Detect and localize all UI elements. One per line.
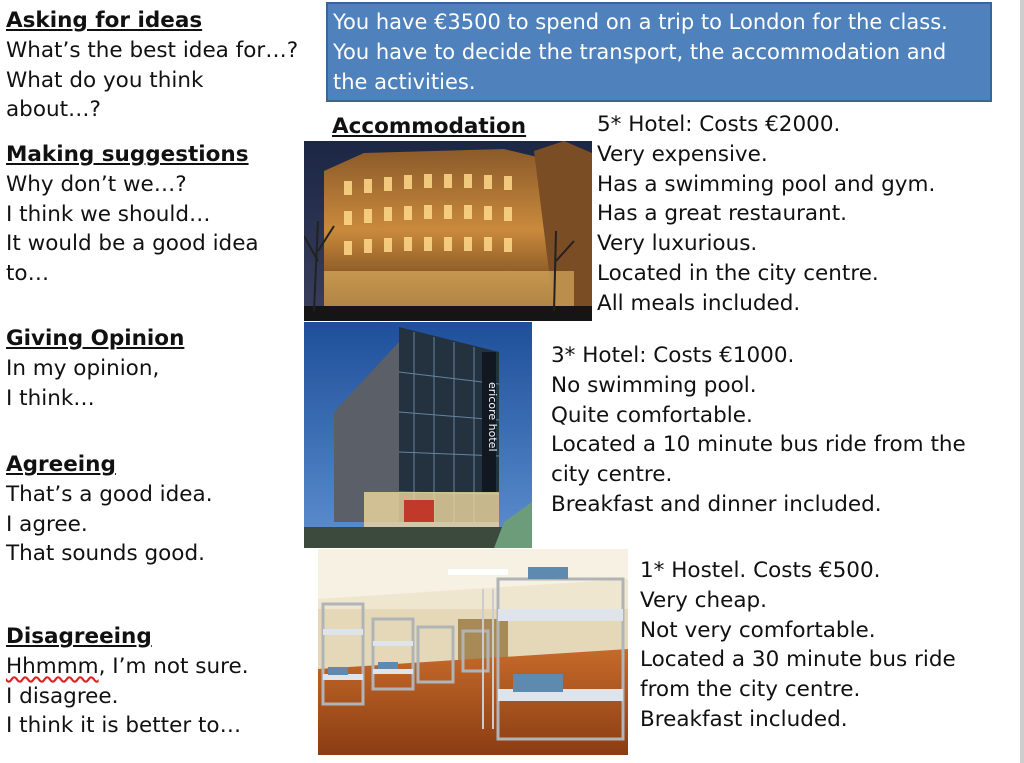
phrase-line xyxy=(6,652,336,682)
phrase-line: What’s the best idea for…? xyxy=(6,37,299,63)
task-box xyxy=(326,2,992,102)
description-line: city centre. xyxy=(551,462,673,488)
description-line: Has a swimming pool and gym. xyxy=(597,171,936,197)
description-line: No swimming pool. xyxy=(551,372,757,398)
phrase-line: That’s a good idea. xyxy=(6,481,213,507)
description-line: Very luxurious. xyxy=(597,231,758,257)
description-line: Has a great restaurant. xyxy=(597,201,848,227)
five-star-hotel-description xyxy=(597,110,935,319)
phrase-text: , I’m not sure. xyxy=(98,653,249,679)
description-line: Located in the city centre. xyxy=(597,260,879,286)
five-star-hotel-photo xyxy=(304,141,592,321)
disagreeing-heading: Disagreeing xyxy=(6,624,152,649)
phrase-line: I disagree. xyxy=(6,683,119,709)
slide-edge xyxy=(1020,0,1024,763)
phrase-line: I agree. xyxy=(6,511,88,537)
description-line: from the city centre. xyxy=(640,677,861,703)
hostel-photo xyxy=(318,549,628,755)
agreeing-heading: Agreeing xyxy=(6,452,116,477)
description-line: Very expensive. xyxy=(597,141,768,167)
phrase-line: What do you think xyxy=(6,67,204,93)
description-line: Not very comfortable. xyxy=(640,617,876,643)
task-line: You have to decide the transport, the accommodation and xyxy=(333,40,947,64)
accommodation-heading: Accommodation xyxy=(332,114,527,139)
three-star-hotel-description xyxy=(551,341,966,520)
opinion-heading: Giving Opinion xyxy=(6,326,185,351)
description-line: Breakfast included. xyxy=(640,706,848,732)
phrase-line: I think… xyxy=(6,385,95,411)
description-line: Located a 30 minute bus ride xyxy=(640,647,956,673)
phrase-line: I think we should… xyxy=(6,201,211,227)
asking-heading: Asking for ideas xyxy=(6,8,203,33)
phrase-line: about…? xyxy=(6,97,101,123)
spellcheck-word: Hhmmm xyxy=(6,653,99,679)
description-line: Very cheap. xyxy=(640,587,767,613)
disagreeing-section xyxy=(6,622,336,741)
phrase-line: That sounds good. xyxy=(6,541,205,567)
task-line: You have €3500 to spend on a trip to London for the class. xyxy=(333,10,948,34)
phrase-line: to… xyxy=(6,261,50,287)
suggestions-section xyxy=(6,140,336,289)
description-line: 3* Hotel: Costs €1000. xyxy=(551,343,795,368)
suggestions-heading: Making suggestions xyxy=(6,142,249,167)
three-star-hotel-photo xyxy=(304,322,532,548)
phrase-line: It would be a good idea xyxy=(6,231,259,257)
description-line: 5* Hotel: Costs €2000. xyxy=(597,112,841,137)
description-line: Located a 10 minute bus ride from the xyxy=(551,432,966,458)
opinion-section xyxy=(6,324,336,413)
phrase-line: I think it is better to… xyxy=(6,713,242,739)
phrase-line: Why don’t we…? xyxy=(6,171,187,197)
description-line: Quite comfortable. xyxy=(551,402,753,428)
description-line: Breakfast and dinner included. xyxy=(551,491,882,517)
task-line: the activities. xyxy=(333,70,476,94)
hostel-description xyxy=(640,556,956,735)
description-line: All meals included. xyxy=(597,290,801,316)
hotel-sign-text: ericore hotel xyxy=(486,382,499,452)
description-line: 1* Hostel. Costs €500. xyxy=(640,558,881,583)
phrase-line: In my opinion, xyxy=(6,355,160,381)
agreeing-section xyxy=(6,450,336,569)
asking-section xyxy=(6,6,336,125)
